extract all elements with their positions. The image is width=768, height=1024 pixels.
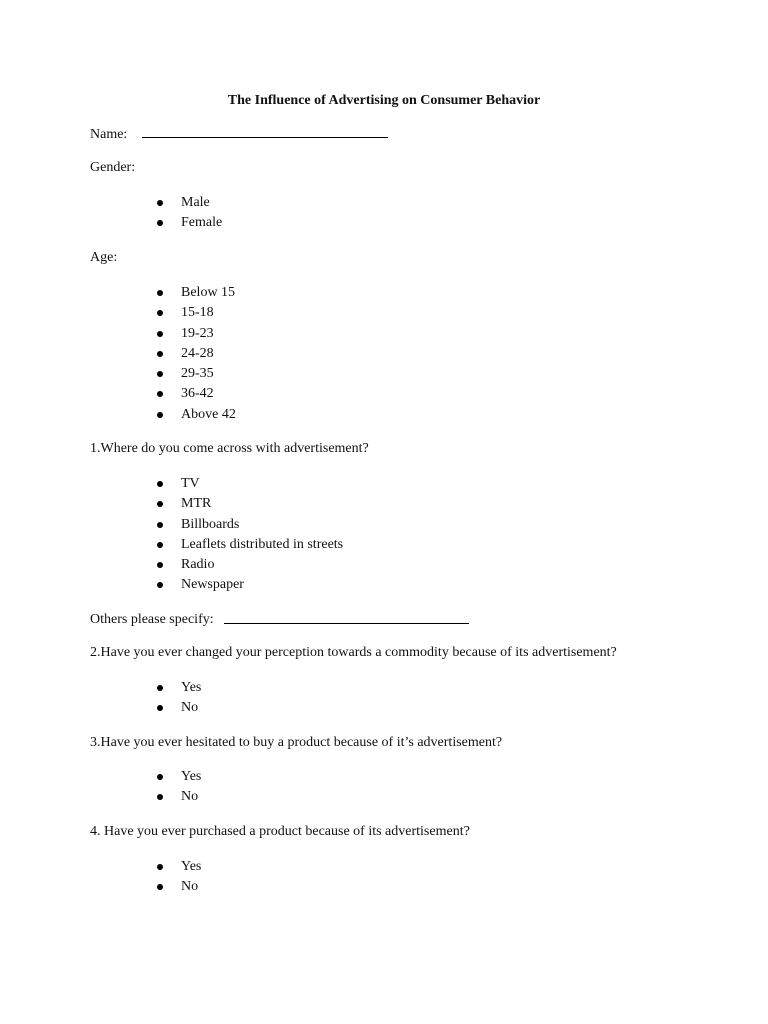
list-item[interactable] xyxy=(157,494,343,514)
option-label: 24-28 xyxy=(181,345,214,361)
option-label: MTR xyxy=(181,496,212,512)
option-label: Male xyxy=(181,195,210,210)
option-label: Billboards xyxy=(181,516,240,532)
list-item[interactable] xyxy=(157,283,236,303)
option-label: Yes xyxy=(181,859,202,874)
option-label: No xyxy=(181,789,199,805)
q2-options-list xyxy=(157,678,201,719)
option-label: Yes xyxy=(181,680,202,695)
option-label: Above 42 xyxy=(181,406,236,422)
list-item[interactable] xyxy=(157,213,222,233)
option-label: Newspaper xyxy=(181,577,244,593)
option-label: 29-35 xyxy=(181,366,214,382)
age-label: Age: xyxy=(90,250,118,265)
bullet-icon xyxy=(157,794,163,800)
list-item[interactable] xyxy=(157,344,236,364)
bullet-icon xyxy=(157,501,163,507)
bullet-icon xyxy=(157,220,163,226)
others-specify-label: Others please specify: xyxy=(90,612,214,627)
bullet-icon xyxy=(157,884,163,890)
bullet-icon xyxy=(157,774,163,780)
bullet-icon xyxy=(157,310,163,316)
list-item[interactable] xyxy=(157,535,343,555)
option-label: 19-23 xyxy=(181,325,214,341)
bullet-icon xyxy=(157,391,163,397)
bullet-icon xyxy=(157,200,163,206)
list-item[interactable] xyxy=(157,555,343,575)
bullet-icon xyxy=(157,481,163,487)
bullet-icon xyxy=(157,562,163,568)
bullet-icon xyxy=(157,685,163,691)
list-item[interactable] xyxy=(157,364,236,384)
list-item[interactable] xyxy=(157,303,236,323)
option-label: TV xyxy=(181,476,200,491)
q1-options-list xyxy=(157,474,343,596)
list-item[interactable] xyxy=(157,877,201,897)
q3-options-list xyxy=(157,767,201,808)
option-label: 36-42 xyxy=(181,386,214,402)
bullet-icon xyxy=(157,864,163,870)
option-label: 15-18 xyxy=(181,305,214,321)
list-item[interactable] xyxy=(157,698,201,718)
name-field-line[interactable] xyxy=(142,137,388,138)
list-item[interactable] xyxy=(157,405,236,425)
question-1: 1.Where do you come across with advertisement? xyxy=(90,441,369,456)
list-item[interactable] xyxy=(157,515,343,535)
bullet-icon xyxy=(157,542,163,548)
list-item[interactable] xyxy=(157,678,201,698)
age-options-list xyxy=(157,283,236,425)
option-label: Yes xyxy=(181,769,202,784)
bullet-icon xyxy=(157,522,163,528)
bullet-icon xyxy=(157,412,163,418)
gender-label: Gender: xyxy=(90,160,136,175)
list-item[interactable] xyxy=(157,384,236,404)
q4-options-list xyxy=(157,857,201,898)
list-item[interactable] xyxy=(157,787,201,807)
others-specify-field-line[interactable] xyxy=(224,623,469,624)
list-item[interactable] xyxy=(157,474,343,494)
document-title: The Influence of Advertising on Consumer Behavior xyxy=(227,93,541,108)
list-item[interactable] xyxy=(157,193,222,213)
question-3: 3.Have you ever hesitated to buy a product because of it’s advertisement? xyxy=(90,735,503,750)
gender-options-list xyxy=(157,193,222,234)
option-label: Female xyxy=(181,215,223,231)
list-item[interactable] xyxy=(157,324,236,344)
name-label: Name: xyxy=(90,127,128,142)
bullet-icon xyxy=(157,290,163,296)
bullet-icon xyxy=(157,351,163,357)
list-item[interactable] xyxy=(157,857,201,877)
bullet-icon xyxy=(157,371,163,377)
list-item[interactable] xyxy=(157,767,201,787)
question-2: 2.Have you ever changed your perception towards a commodity because of its advertisement? xyxy=(90,645,617,660)
option-label: Radio xyxy=(181,557,215,573)
list-item[interactable] xyxy=(157,575,343,595)
bullet-icon xyxy=(157,705,163,711)
option-label: No xyxy=(181,700,199,716)
question-4: 4. Have you ever purchased a product because of its advertisement? xyxy=(90,824,470,839)
option-label: Below 15 xyxy=(181,285,236,300)
bullet-icon xyxy=(157,331,163,337)
option-label: Leaflets distributed in streets xyxy=(181,536,344,552)
bullet-icon xyxy=(157,582,163,588)
option-label: No xyxy=(181,879,199,895)
